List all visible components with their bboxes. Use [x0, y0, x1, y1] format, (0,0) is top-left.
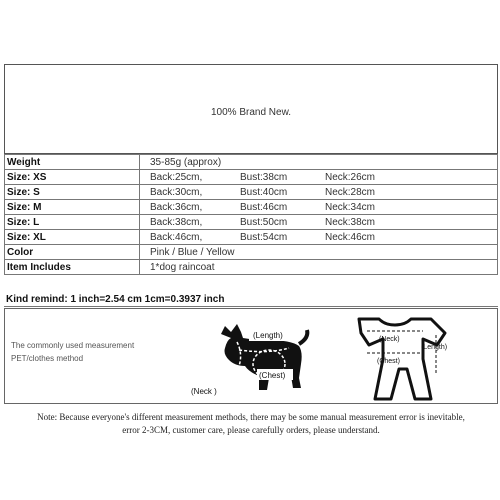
spec-value-cell — [140, 230, 498, 245]
spec-value: Bust:46cm — [240, 201, 288, 213]
measurement-error-note — [4, 411, 498, 437]
dog-side-view-illustration — [191, 316, 321, 402]
measurement-diagram — [4, 308, 498, 404]
spec-label: Size: L — [5, 215, 140, 230]
spec-value-cell — [140, 260, 498, 275]
side-neck-label: (Neck ) — [191, 387, 217, 396]
spec-value: Back:30cm, — [150, 186, 203, 198]
spec-value: Back:36cm, — [150, 201, 203, 213]
spec-row — [5, 215, 498, 230]
spec-label: Size: XL — [5, 230, 140, 245]
spec-value-cell — [140, 245, 498, 260]
spec-label: Size: S — [5, 185, 140, 200]
spec-row — [5, 245, 498, 260]
intro-box — [4, 64, 498, 154]
dog-clothes-front-illustration — [333, 313, 453, 403]
product-sheet — [4, 64, 498, 456]
spec-value: Back:38cm, — [150, 216, 203, 228]
spec-row — [5, 230, 498, 245]
spec-label: Size: M — [5, 200, 140, 215]
spec-value: 35-85g (approx) — [150, 156, 222, 168]
unit-conversion-note: Kind remind: 1 inch=2.54 cm 1cm=0.3937 inch — [4, 293, 498, 307]
spec-label: Item Includes — [5, 260, 140, 275]
front-chest-label: (Chest) — [377, 358, 400, 365]
spec-value: Pink / Blue / Yellow — [150, 246, 235, 258]
spec-label: Color — [5, 245, 140, 260]
intro-text: 100% Brand New. — [210, 107, 292, 118]
footnote-line2: error 2-3CM, customer care, please carefully orders, please understand. — [122, 425, 380, 435]
footnote-line1: Note: Because everyone's different measurement methods, there may be some manual measurement error is inevitable, — [37, 412, 465, 422]
spec-value: Back:46cm, — [150, 231, 203, 243]
spec-value: Neck:28cm — [325, 186, 376, 198]
measurement-note-line2: PET/clothes method — [11, 354, 84, 363]
spec-value: Neck:26cm — [325, 171, 376, 183]
side-length-label: (Length) — [253, 331, 283, 340]
spec-value: Neck:46cm — [325, 231, 376, 243]
spec-value: 1*dog raincoat — [150, 261, 215, 273]
side-chest-label: (Chest) — [259, 371, 286, 380]
spec-value-cell — [140, 155, 498, 170]
measurement-method-note — [11, 339, 134, 365]
spec-value: Bust:38cm — [240, 171, 288, 183]
spec-row — [5, 185, 498, 200]
spec-value: Bust:54cm — [240, 231, 288, 243]
front-length-label: (Length) — [421, 344, 448, 351]
spec-label: Weight — [5, 155, 140, 170]
spec-value-cell — [140, 170, 498, 185]
dog-tail — [299, 330, 307, 344]
spec-value: Neck:38cm — [325, 216, 376, 228]
spec-value: Neck:34cm — [325, 201, 376, 213]
measurement-note-line1: The commonly used measurement — [11, 341, 135, 350]
spec-value: Back:25cm, — [150, 171, 203, 183]
spec-row — [5, 200, 498, 215]
spec-row — [5, 260, 498, 275]
spec-table — [4, 154, 498, 275]
spec-label: Size: XS — [5, 170, 140, 185]
front-neck-label: (Neck) — [379, 336, 400, 343]
spec-row — [5, 170, 498, 185]
spec-value-cell — [140, 185, 498, 200]
spec-value-cell — [140, 215, 498, 230]
spec-value: Bust:50cm — [240, 216, 288, 228]
spec-value-cell — [140, 200, 498, 215]
spec-value: Bust:40cm — [240, 186, 288, 198]
spec-row — [5, 155, 498, 170]
